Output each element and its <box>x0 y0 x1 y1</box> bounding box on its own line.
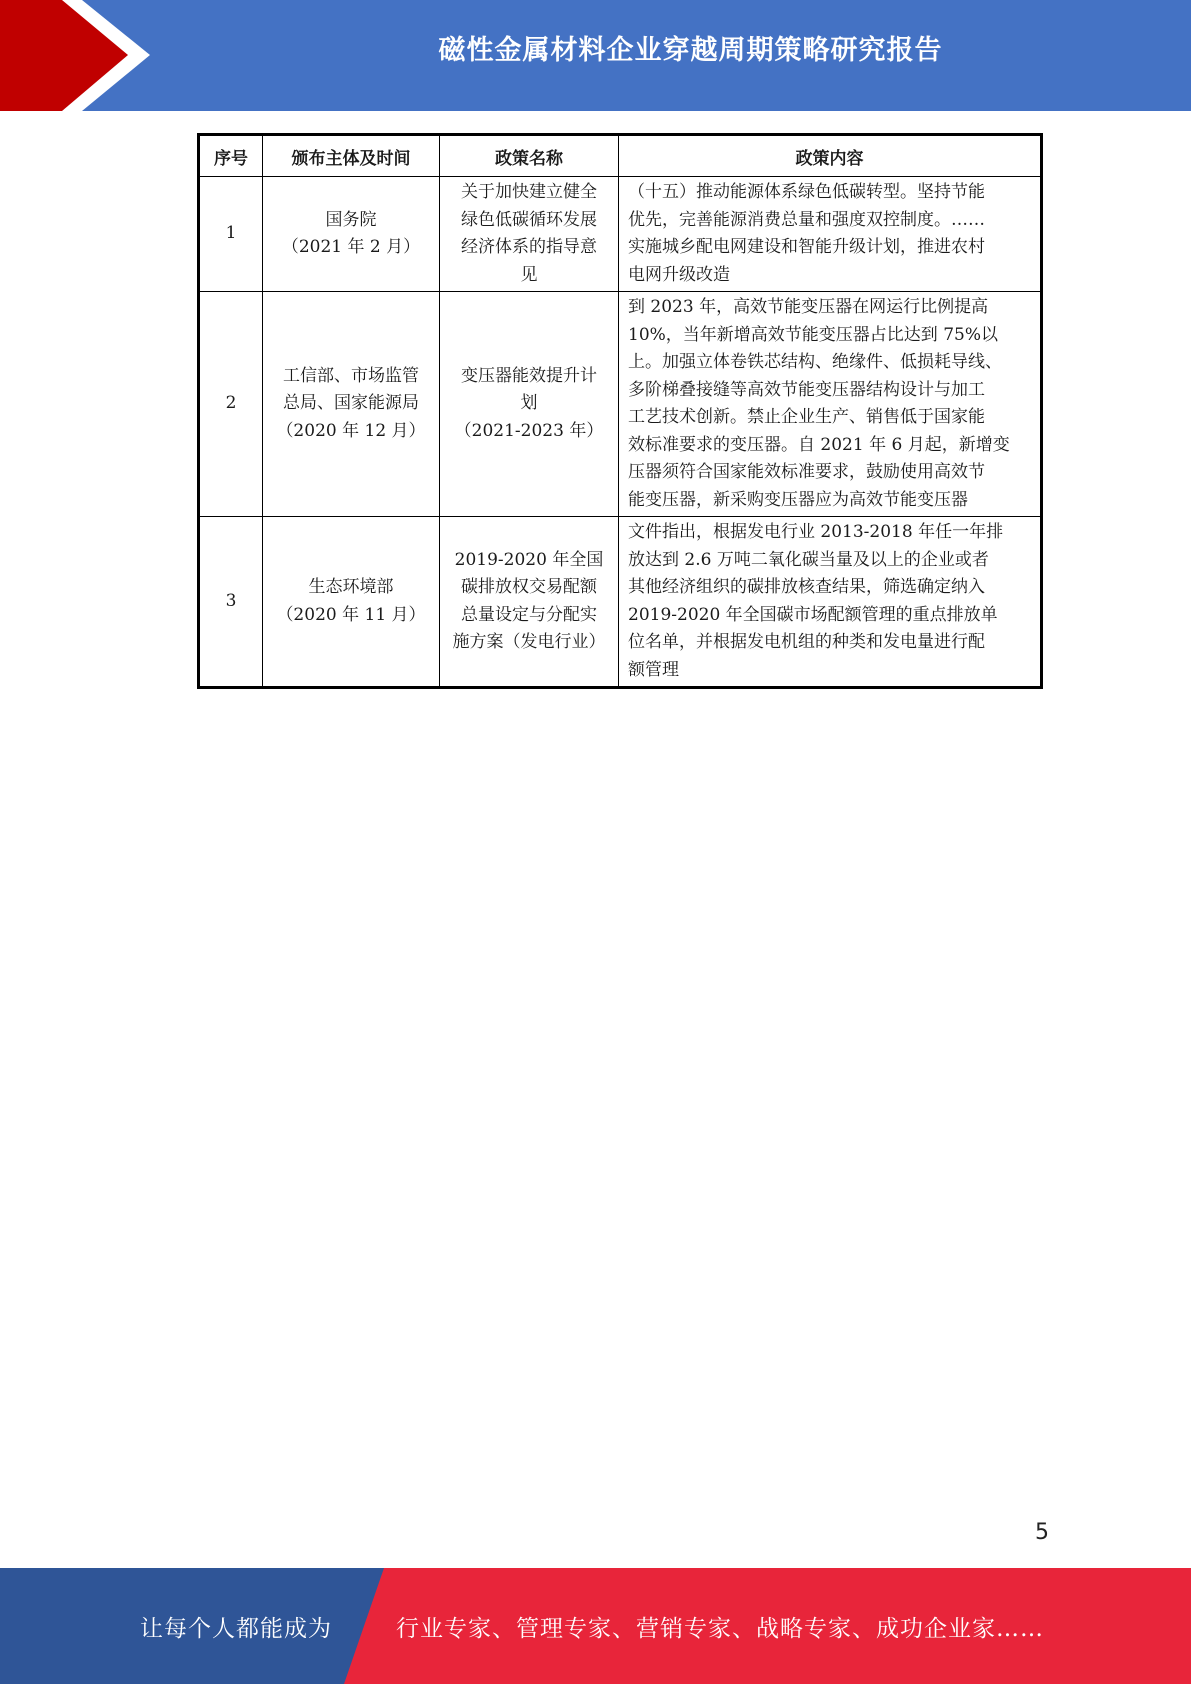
policy-name-line: 绿色低碳循环发展 <box>461 209 597 230</box>
chevron-arrow-icon <box>0 0 160 111</box>
issuer-line: 生态环境部 <box>308 577 394 597</box>
policy-content-line: 位名单，并根据发电机组的种类和发电量进行配 <box>628 632 985 652</box>
table-row <box>199 177 1042 292</box>
policy-name-line: 划 <box>520 393 538 414</box>
issuer-line: （2020 年 12 月） <box>276 420 426 441</box>
policy-content-line: 文件指出，根据发电行业 2013-2018 年任一年排 <box>628 522 1004 542</box>
policy-content-line: 电网升级改造 <box>628 264 730 285</box>
policy-name-line: 2019-2020 年全国 <box>454 549 604 570</box>
footer-slogan-left: 让每个人都能成为 <box>140 1616 332 1642</box>
policy-name-line: 总量设定与分配实 <box>461 604 597 625</box>
policy-content-cell <box>619 177 1042 292</box>
policy-content-line: 10%，当年新增高效节能变压器占比达到 75%以 <box>628 324 998 345</box>
policy-content-line: 放达到 2.6 万吨二氧化碳当量及以上的企业或者 <box>628 549 989 570</box>
policy-content-line: 能变压器，新采购变压器应为高效节能变压器 <box>628 489 968 510</box>
policy-content-line: 上。加强立体卷铁芯结构、绝缘件、低损耗导线、 <box>628 352 1002 372</box>
row-number: 1 <box>199 177 263 292</box>
issuer-cell <box>263 517 440 688</box>
issuer-cell <box>263 177 440 292</box>
column-header-issuer: 颁布主体及时间 <box>263 135 440 177</box>
issuer-line: （2020 年 11 月） <box>276 604 426 625</box>
column-header-policy-name: 政策名称 <box>440 135 619 177</box>
table-row <box>199 292 1042 517</box>
policy-content-cell <box>619 292 1042 517</box>
policy-table <box>197 133 1043 689</box>
policy-content-line: 额管理 <box>628 659 679 680</box>
policy-content-line: 效标准要求的变压器。自 2021 年 6 月起，新增变 <box>628 434 1010 455</box>
policy-content-line: 到 2023 年，高效节能变压器在网运行比例提高 <box>628 297 989 317</box>
policy-content-cell <box>619 517 1042 688</box>
issuer-line: （2021 年 2 月） <box>281 237 421 257</box>
issuer-line: 总局、国家能源局 <box>283 393 419 414</box>
header-banner <box>0 0 1191 111</box>
policy-content-line: （十五）推动能源体系绿色低碳转型。坚持节能 <box>628 182 985 202</box>
row-number: 2 <box>199 292 263 517</box>
policy-content-line: 实施城乡配电网建设和智能升级计划，推进农村 <box>628 237 985 257</box>
policy-name-line: 碳排放权交易配额 <box>461 577 597 597</box>
policy-content-line: 压器须符合国家能效标准要求，鼓励使用高效节 <box>628 462 985 482</box>
column-header-policy-content: 政策内容 <box>619 135 1042 177</box>
policy-name-cell <box>440 517 619 688</box>
row-number: 3 <box>199 517 263 688</box>
policy-content-line: 2019-2020 年全国碳市场配额管理的重点排放单 <box>628 604 998 625</box>
policy-content-line: 工艺技术创新。禁止企业生产、销售低于国家能 <box>628 407 985 427</box>
footer-band <box>0 1568 1191 1684</box>
policy-name-line: 见 <box>520 264 538 285</box>
policy-name-line: （2021-2023 年） <box>454 420 604 441</box>
policy-content-line: 多阶梯叠接缝等高效节能变压器结构设计与加工 <box>628 379 985 400</box>
issuer-cell <box>263 292 440 517</box>
report-title: 磁性金属材料企业穿越周期策略研究报告 <box>438 35 943 66</box>
issuer-line: 工信部、市场监管 <box>283 365 419 386</box>
policy-name-line: 变压器能效提升计 <box>461 365 597 386</box>
policy-content-line: 优先，完善能源消费总量和强度双控制度。…… <box>628 209 985 230</box>
policy-name-cell <box>440 292 619 517</box>
table-header-row <box>199 135 1042 177</box>
footer-slogan-right: 行业专家、管理专家、营销专家、战略专家、成功企业家…… <box>396 1616 1044 1642</box>
policy-content-line: 其他经济组织的碳排放核查结果，筛选确定纳入 <box>628 577 985 597</box>
policy-name-line: 关于加快建立健全 <box>461 182 597 202</box>
policy-name-line: 施方案（发电行业） <box>452 632 606 652</box>
policy-name-cell <box>440 177 619 292</box>
table-row <box>199 517 1042 688</box>
column-header-no: 序号 <box>199 135 263 177</box>
page-number: 5 <box>1035 1520 1049 1545</box>
issuer-line: 国务院 <box>325 209 377 230</box>
policy-name-line: 经济体系的指导意 <box>461 237 597 257</box>
